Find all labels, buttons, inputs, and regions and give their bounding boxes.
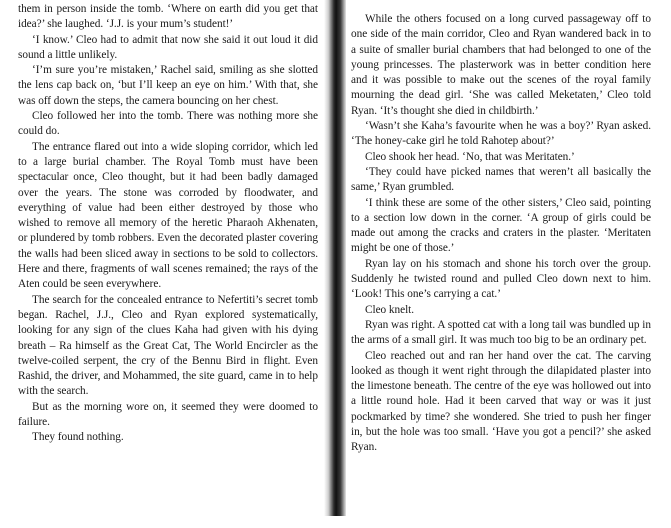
paragraph: ‘They could have picked names that weren’t all basically the same,’ Ryan grumbled. [351,165,651,194]
book-gutter [324,0,346,516]
paragraph: ‘I think these are some of the other sisters,’ Cleo said, pointing to a section low down in the corner. ‘A group of girls could be made out among the cracks and craters in the plaster. ‘Meritaten might be one of those.’ [351,196,651,255]
paragraph: ‘Wasn’t she Kaha’s favourite when he was a boy?’ Ryan asked. ‘The honey-cake girl he told Rahotep about?’ [351,120,651,148]
paragraph: Ryan was right. A spotted cat with a long tail was bundled up in the arms of a small girl. It was much too big to be an ordinary pet. [351,318,651,347]
paragraph: Cleo knelt. [365,303,415,316]
paragraph: They found nothing. [32,431,124,444]
paragraph: Cleo followed her into the tomb. There was nothing more she could do. [18,110,318,138]
paragraph: While the others focused on a long curved passageway off to one side of the main corridor, Cleo and Ryan wandered back in to a suite of smaller burial chambers that had belonged to one of the young princesses. The plasterwork was in better condition here and it was possible to make out the scenes of the royal family mourning the dead girl. ‘She was called Meketaten,’ Cleo told Ryan. ‘It’s thought she died in childbirth.’ [351,13,651,117]
paragraph: The entrance flared out into a wide sloping corridor, which led to a large burial chamber. The Royal Tomb must have been spectacular once, Cleo thought, but it had been badly damaged over the years. The stone was corroded by floodwater, and everything of value had been either destroyed by those who wished to remove all memory of the heretic Pharaoh Akhenaten, or plundered by tomb robbers. Even the decorated plaster covering the walls had been sliced away in sections to be sold to collectors. Here and there, fragments of wall scenes remained; the rays of the Aten could be seen everywhere. [18,140,318,291]
paragraph: them in person inside the tomb. ‘Where on earth did you get that idea?’ she laughed. ‘J.J. is your mum’s student!’ [18,3,318,31]
paragraph: Cleo shook her head. ‘No, that was Meritaten.’ [365,150,575,163]
paragraph: Ryan lay on his stomach and shone his torch over the group. Suddenly he twisted round and pulled Cleo down next to him. ‘Look! This one’s carrying a cat.’ [351,257,651,301]
paragraph: ‘I know.’ Cleo had to admit that now she said it out loud it did sound a little unlikely. [18,33,318,61]
left-page [18,0,318,518]
paragraph: Cleo reached out and ran her hand over the cat. The carving looked as though it went right through the dilapidated plaster into the limestone beneath. The centre of the eye was hollowed out into a little round hole. Had it been carved that way or was it just pockmarked by time? she wondered. She tried to push her finger in, but the hole was too small. ‘Have you got a pencil?’ she asked Ryan. [351,349,651,454]
paragraph: But as the morning wore on, it seemed they were doomed to failure. [18,400,318,429]
right-page [351,0,651,528]
paragraph: The search for the concealed entrance to Nefertiti’s secret tomb began. Rachel, J.J., Cleo and Ryan explored systematically, looking for any sign of the clues Kaha had given with his dying breath – Ra himself as the Great Cat, The World Encircler as the twelve-coiled serpent, the cry of the Bennu Bird in flight. Even Rashid, the driver, and Mohammed, the site guard, came in to help with the search. [18,293,318,398]
paragraph: ‘I’m sure you’re mistaken,’ Rachel said, smiling as she slotted the lens cap back on, ‘but I’ll keep an eye on him.’ With that, she was off down the steps, the camera bouncing on her chest. [18,64,318,107]
